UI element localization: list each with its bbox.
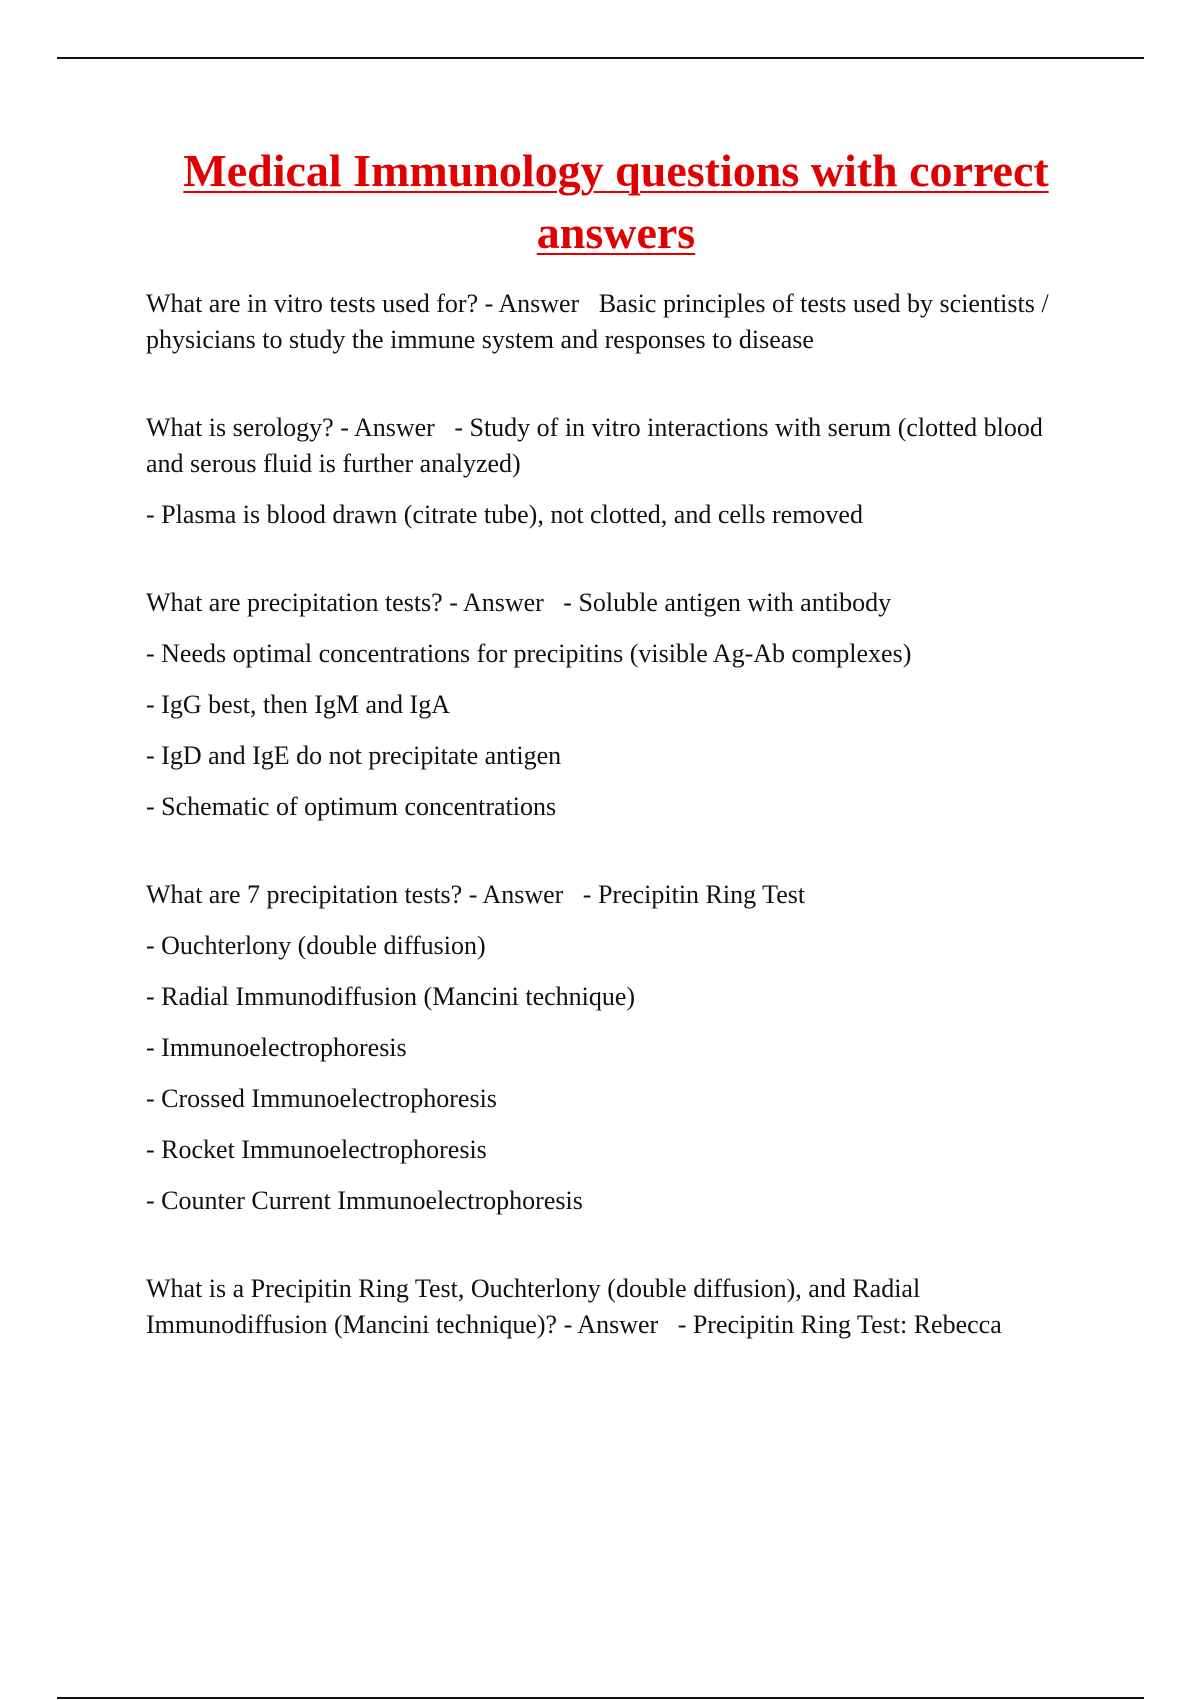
document-title: Medical Immunology questions with correct answers [183, 145, 1049, 258]
qa-item [146, 585, 1086, 825]
answer-text: - Precipitin Ring Test: Rebecca [677, 1310, 1002, 1339]
qa-item [146, 877, 1086, 1219]
answer-line: - Ouchterlony (double diffusion) [146, 931, 486, 960]
answer-line: - Plasma is blood drawn (citrate tube), not clotted, and cells removed [146, 500, 863, 529]
question-text: What are 7 precipitation tests? - Answer [146, 880, 564, 909]
answer-line: - Rocket Immunoelectrophoresis [146, 1135, 487, 1164]
qa-first-line [146, 1271, 1086, 1343]
answer-line: - IgD and IgE do not precipitate antigen [146, 741, 562, 770]
answer-text: - Soluble antigen with antibody [563, 588, 892, 617]
answer-text: - Study of in vitro interactions with serum (clotted blood and serous fluid is further analyzed) [146, 413, 1050, 478]
answer-line: - Immunoelectrophoresis [146, 1033, 407, 1062]
answer-line: - Schematic of optimum concentrations [146, 792, 557, 821]
answer-line: - Radial Immunodiffusion (Mancini technique) [146, 982, 636, 1011]
answer-text: Basic principles of tests used by scientists / physicians to study the immune system and responses to disease [146, 289, 1056, 354]
qa-item [146, 286, 1086, 358]
answer-line: - IgG best, then IgM and IgA [146, 690, 450, 719]
qa-first-line [146, 585, 1086, 621]
qa-first-line [146, 286, 1086, 358]
qa-item [146, 410, 1086, 533]
question-text: What are in vitro tests used for? - Answer [146, 289, 580, 318]
qa-item [146, 1271, 1086, 1343]
document-body [146, 140, 1086, 1343]
question-text: What is serology? - Answer [146, 413, 435, 442]
top-rule [57, 57, 1144, 59]
qa-first-line [146, 410, 1086, 482]
question-text: What is a Precipitin Ring Test, Ouchterlony (double diffusion), and Radial Immunodiffusion (Mancini technique)? - Answer [146, 1274, 927, 1339]
answer-line: - Crossed Immunoelectrophoresis [146, 1084, 497, 1113]
answer-line: - Needs optimal concentrations for precipitins (visible Ag-Ab complexes) [146, 639, 912, 668]
answer-line: - Counter Current Immunoelectrophoresis [146, 1186, 583, 1215]
question-text: What are precipitation tests? - Answer [146, 588, 544, 617]
bottom-rule [57, 1697, 1144, 1699]
qa-first-line [146, 877, 1086, 913]
answer-text: - Precipitin Ring Test [582, 880, 806, 909]
